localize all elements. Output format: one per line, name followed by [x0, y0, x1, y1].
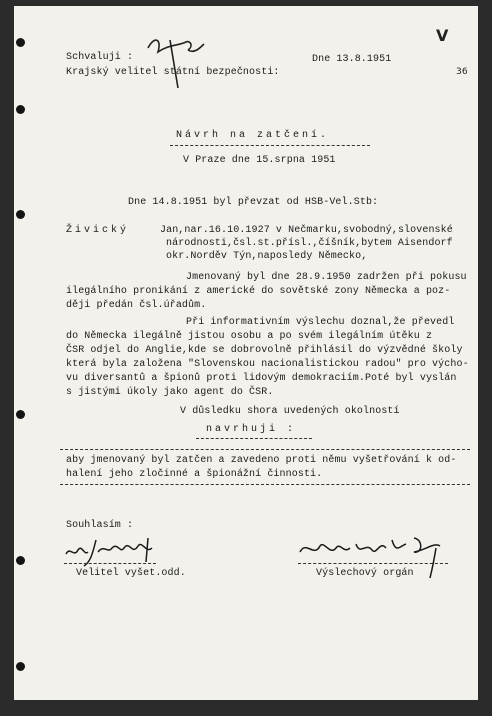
section-rule [60, 449, 470, 450]
punch-hole [16, 410, 25, 419]
right-signatory-role: Výslechový orgán [316, 568, 414, 579]
title-underline [170, 145, 370, 146]
consequence-line: V důsledku shora uvedených okolností [180, 406, 400, 417]
approver-title: Krajský velitel státní bezpečnosti: [66, 67, 280, 78]
person-details-line: národnosti,čsl.st.přísl.,číšník,bytem Aisendorf [166, 238, 453, 249]
paragraph-line: s jistými úkoly jako agent do ČSR. [66, 387, 274, 398]
resolution-line: halení jeho zločinné a špionážní činnosti. [66, 469, 323, 480]
approver-signature-icon [140, 28, 210, 98]
paragraph-line: ději předán čsl.úřadům. [66, 300, 207, 311]
paragraph-line: vu diversantů a špionů proti lidovým demokraciím.Poté byl vyslán [66, 373, 457, 384]
resolution-line: aby jmenovaný byl zatčen a zavedeno proti němu vyšetřování k od- [66, 455, 457, 466]
punch-hole [16, 662, 25, 671]
document-date: Dne 13.8.1951 [312, 54, 392, 65]
propose-underline [196, 438, 312, 439]
left-signature-line [64, 563, 156, 564]
left-signature-icon [62, 532, 172, 572]
taken-over-line: Dne 14.8.1951 byl převzat od HSB-Vel.Stb: [128, 197, 379, 208]
paragraph-line: ČSR odjel do Anglie,kde se dobrovolně přihlásil do výzvědné školy [66, 345, 463, 356]
right-signature-line [298, 563, 448, 564]
paragraph-line: která byla založena "Slovenskou nacionalistickou radou" pro výcho- [66, 359, 469, 370]
punch-hole [16, 105, 25, 114]
paragraph-line: Jmenovaný byl dne 28.9.1950 zadržen při pokusu [186, 272, 467, 283]
person-details-line: okr.Norděv Týn,naposledy Německo, [166, 251, 368, 262]
paragraph-line: do Německa ilegálně jistou osobu a po svém ilegálním útěku z [66, 331, 433, 342]
place-and-date: V Praze dne 15.srpna 1951 [183, 155, 336, 166]
person-details-line: Jan,nar.16.10.1927 v Nečmarku,svobodný,slovenské [160, 225, 453, 236]
punch-hole [16, 556, 25, 565]
paragraph-line: ilegálního pronikání z americké do sovětské zony Německa a poz- [66, 286, 451, 297]
corner-handwritten-mark: V [436, 26, 449, 45]
agree-label: Souhlasím : [66, 520, 134, 531]
approve-label: Schvaluji : [66, 52, 134, 63]
page-number: 36 [456, 67, 468, 77]
propose-heading: navrhuji : [206, 424, 297, 435]
paragraph-line: Při informativním výslechu doznal,že převedl [186, 317, 455, 328]
punch-hole [16, 210, 25, 219]
section-rule [60, 484, 470, 485]
person-surname: Živický [66, 225, 130, 236]
left-signatory-role: Velitel vyšet.odd. [76, 568, 186, 579]
document-title: Návrh na zatčení. [176, 130, 330, 141]
punch-hole [16, 38, 25, 47]
